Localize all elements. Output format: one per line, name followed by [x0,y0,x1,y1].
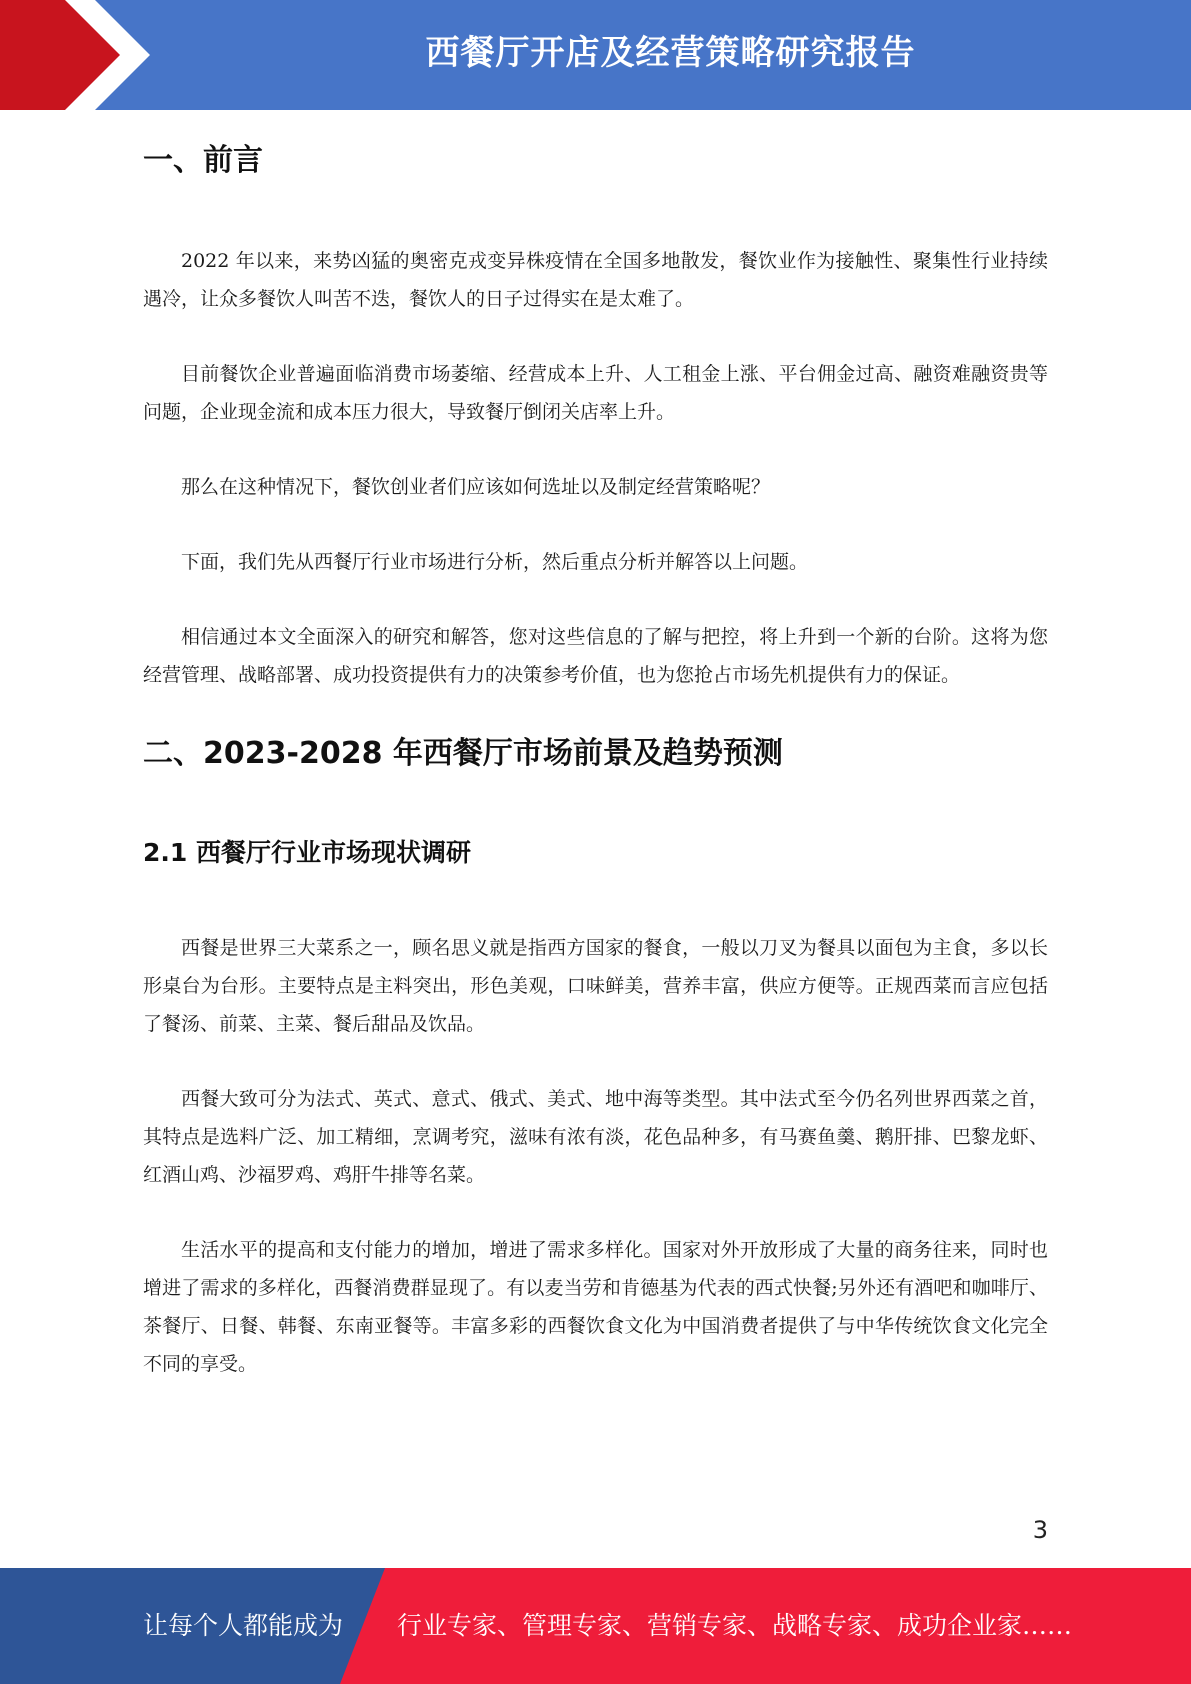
page-content [143,138,1048,1383]
report-title: 西餐厅开店及经营策略研究报告 [425,33,916,73]
header-banner [0,0,1191,110]
footer-slogan-right: 行业专家、管理专家、营销专家、战略专家、成功企业家…… [397,1611,1073,1640]
section-heading-preface: 一、前言 [143,143,263,178]
paragraph: 那么在这种情况下，餐饮创业者们应该如何选址以及制定经营策略呢？ [181,476,771,498]
paragraph: 西餐大致可分为法式、英式、意式、俄式、美式、地中海等类型。其中法式至今仍名列世界西菜之首，其特点是选料广泛、加工精细，烹调考究，滋味有浓有淡，花色品种多，有马赛鱼羹、鹅肝排、巴黎龙虾、红酒山鸡、沙福罗鸡、鸡肝牛排等名菜。 [143,1088,1048,1186]
page-number: 3 [1032,1516,1048,1544]
paragraph: 2022 年以来，来势凶猛的奥密克戎变异株疫情在全国多地散发，餐饮业作为接触性、聚集性行业持续遇冷，让众多餐饮人叫苦不迭，餐饮人的日子过得实在是太难了。 [143,250,1048,310]
header-chevron-decoration [0,0,160,110]
paragraph: 生活水平的提高和支付能力的增加，增进了需求多样化。国家对外开放形成了大量的商务往来，同时也增进了需求的多样化，西餐消费群显现了。有以麦当劳和肯德基为代表的西式快餐;另外还有酒吧和咖啡厅、茶餐厅、日餐、韩餐、东南亚餐等。丰富多彩的西餐饮食文化为中国消费者提供了与中华传统饮食文化完全不同的享受。 [143,1239,1048,1375]
paragraph: 西餐是世界三大菜系之一，顾名思义就是指西方国家的餐食，一般以刀叉为餐具以面包为主食，多以长形桌台为台形。主要特点是主料突出，形色美观，口味鲜美，营养丰富，供应方便等。正规西菜而言应包括了餐汤、前菜、主菜、餐后甜品及饮品。 [143,937,1048,1035]
footer-slogan-left: 让每个人都能成为 [143,1611,344,1640]
section-heading-market-outlook: 二、2023-2028 年西餐厅市场前景及趋势预测 [143,736,783,771]
paragraph: 目前餐饮企业普遍面临消费市场萎缩、经营成本上升、人工租金上涨、平台佣金过高、融资难融资贵等问题，企业现金流和成本压力很大，导致餐厅倒闭关店率上升。 [143,363,1048,423]
paragraph: 相信通过本文全面深入的研究和解答，您对这些信息的了解与把控，将上升到一个新的台阶。这将为您经营管理、战略部署、成功投资提供有力的决策参考价值，也为您抢占市场先机提供有力的保证。 [143,626,1048,686]
paragraph: 下面，我们先从西餐厅行业市场进行分析，然后重点分析并解答以上问题。 [181,551,809,573]
subsection-heading-market-status: 2.1 西餐厅行业市场现状调研 [143,838,471,867]
footer-banner [0,1568,1191,1684]
